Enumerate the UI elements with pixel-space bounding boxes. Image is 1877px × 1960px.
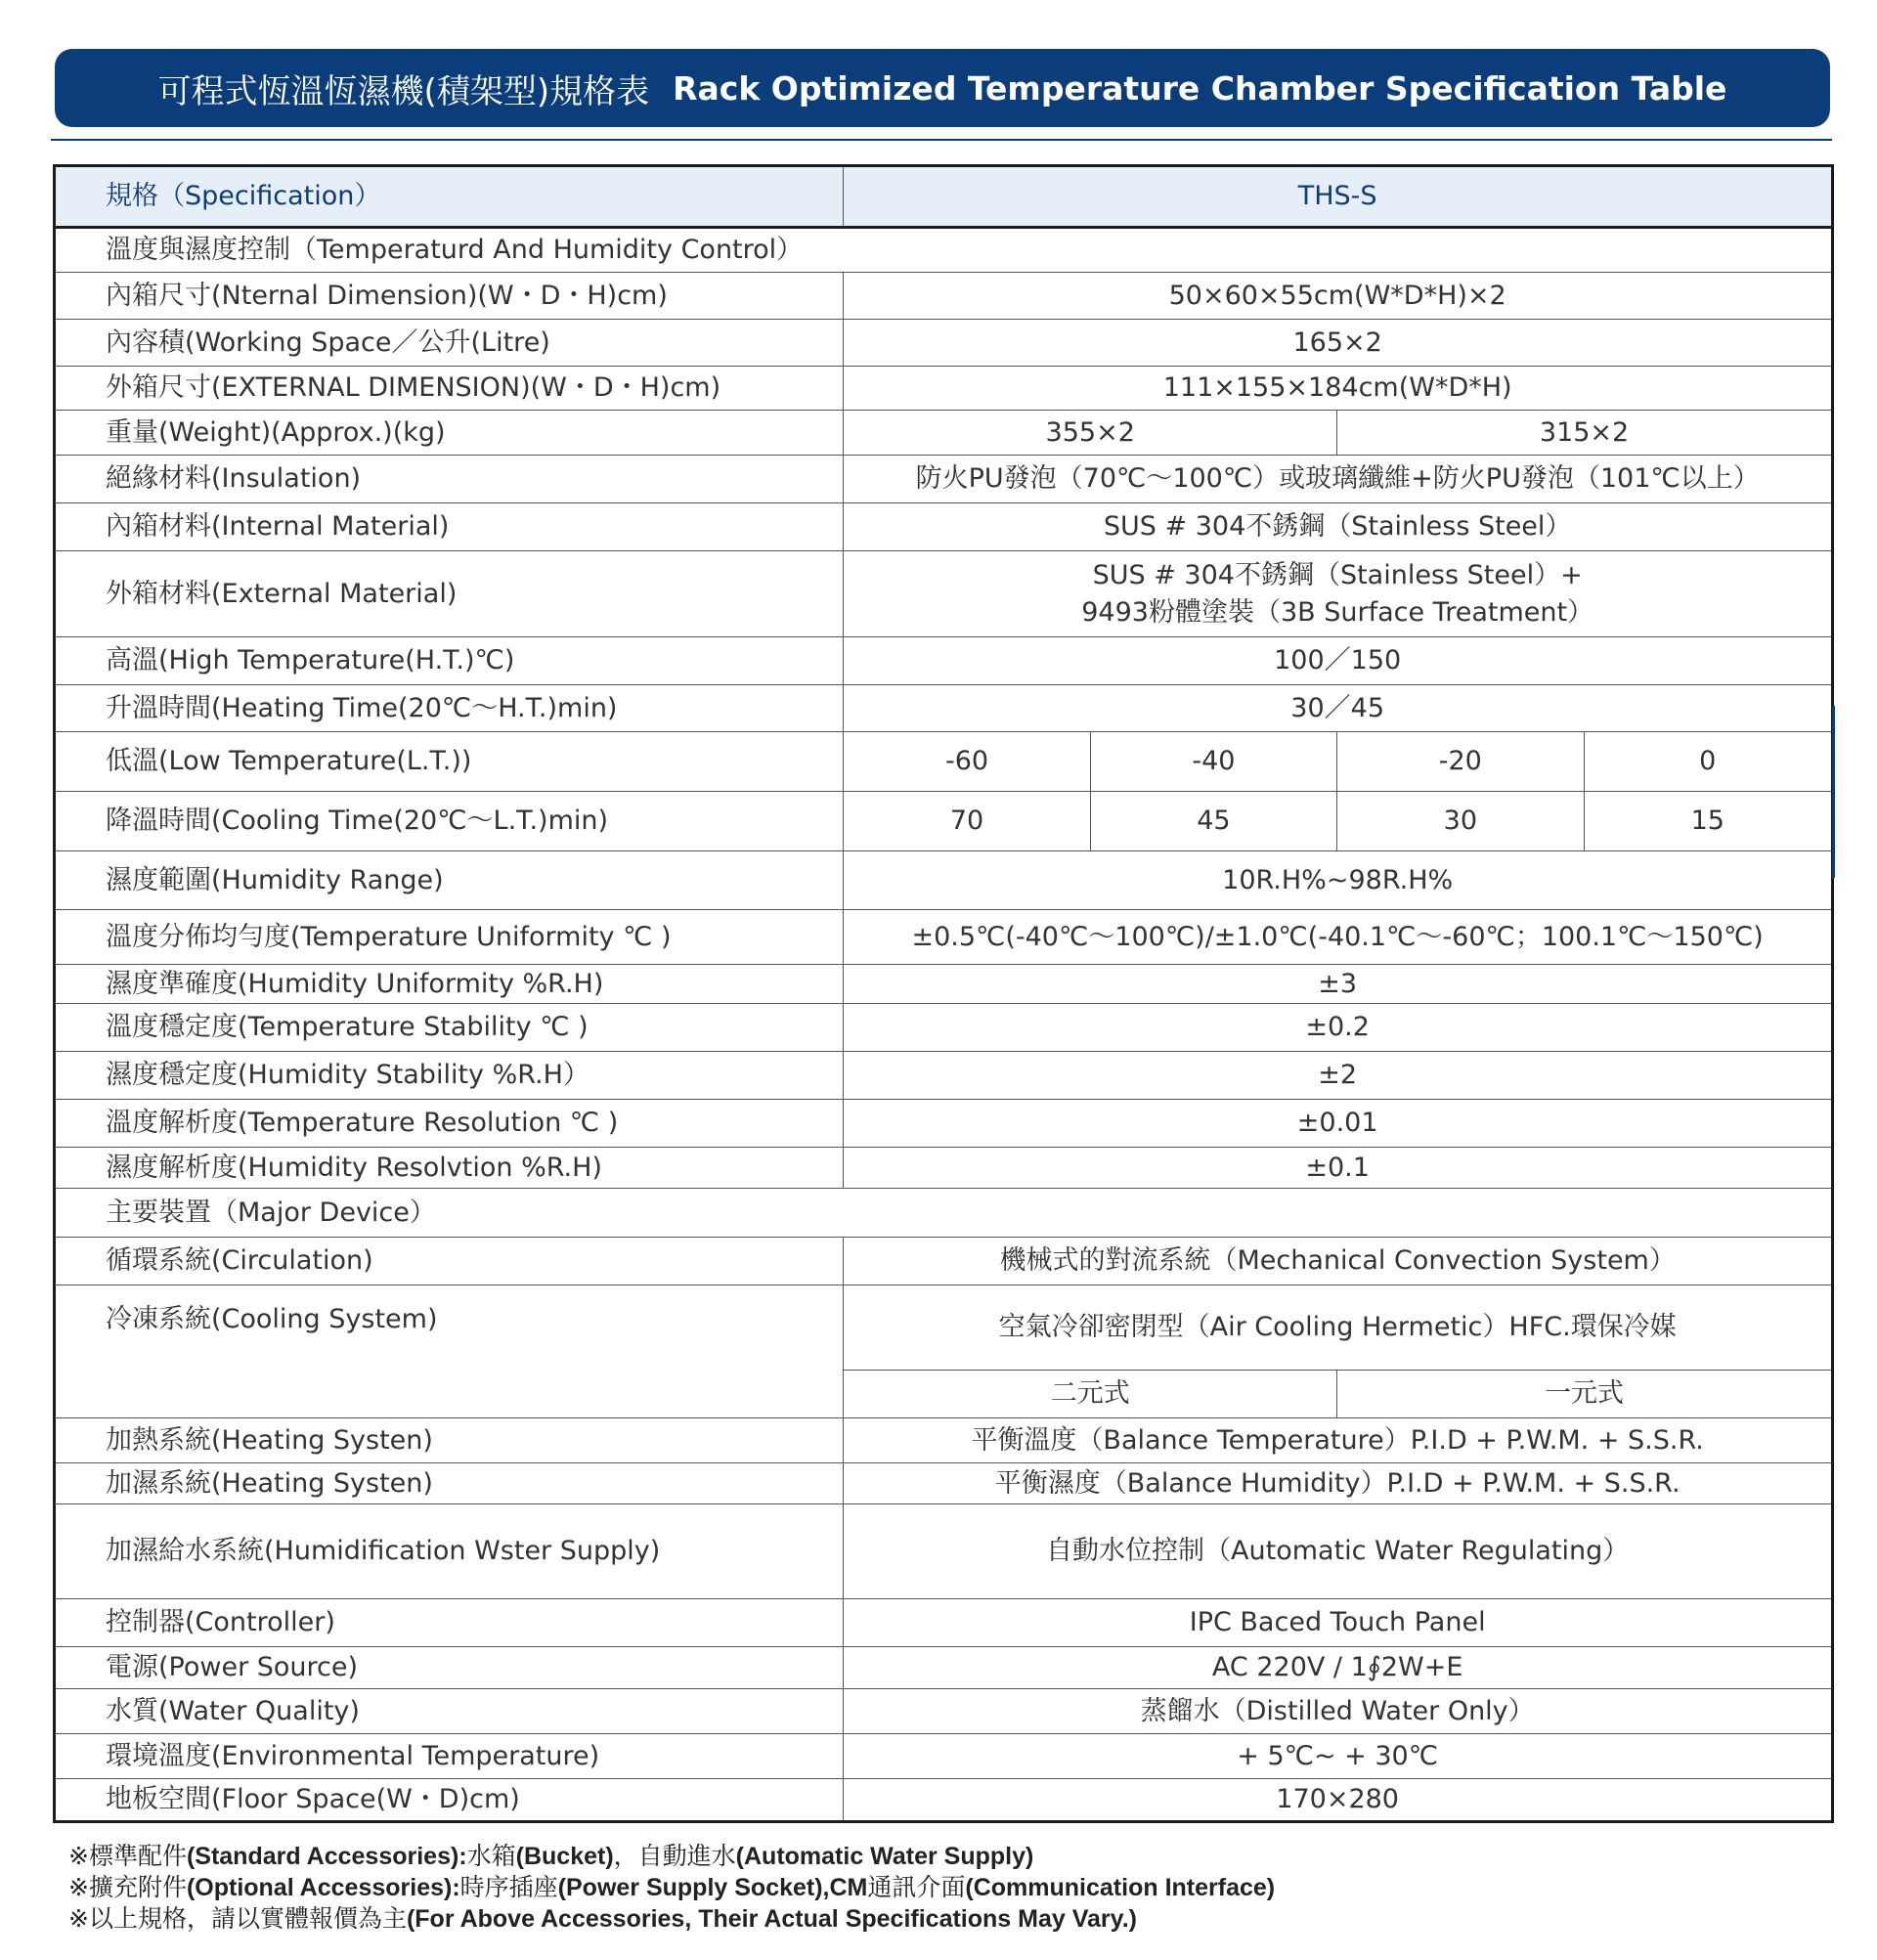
- cooling-time-4: 15: [1584, 792, 1832, 851]
- row-label: 濕度準確度(Humidity Uniformity %R.H): [55, 965, 844, 1004]
- row-value: 10R.H%~98R.H%: [844, 851, 1833, 910]
- table-row: [55, 1004, 1833, 1052]
- row-value: 170×280: [844, 1779, 1833, 1822]
- row-label: 地板空間(Floor Space(W・D)cm): [55, 1779, 844, 1822]
- low-temp-3: -20: [1337, 732, 1584, 792]
- table-row: [55, 551, 1833, 637]
- note-text: (Optional Accessories):: [186, 1874, 460, 1901]
- table-row: [55, 503, 1833, 551]
- cooling-time-2: 45: [1090, 792, 1336, 851]
- footnotes: [68, 1841, 1275, 1935]
- low-temp-4: 0: [1584, 732, 1832, 792]
- row-label: 重量(Weight)(Approx.)(kg): [55, 411, 844, 456]
- row-label: 內箱材料(Internal Material): [55, 503, 844, 551]
- model-name: THS-S: [844, 166, 1833, 228]
- spec-header-label: 規格（Specification）: [55, 166, 844, 228]
- note-text: 時序插座: [459, 1873, 558, 1901]
- row-value: ±2: [844, 1052, 1833, 1100]
- row-value: 111×155×184cm(W*D*H): [844, 367, 1833, 411]
- row-value-line2: 9493粉體塗裝（3B Surface Treatment）: [1081, 596, 1594, 628]
- row-value: 自動水位控制（Automatic Water Regulating）: [844, 1504, 1833, 1599]
- row-label: 加濕系統(Heating Systen): [55, 1463, 844, 1504]
- row-label: 內箱尺寸(Nternal Dimension)(W・D・H)cm): [55, 273, 844, 320]
- note-text: ，自動進水: [613, 1842, 736, 1870]
- table-row: [55, 637, 1833, 685]
- table-row: [55, 792, 1833, 851]
- note-standard-accessories: [68, 1841, 1275, 1872]
- table-row: [55, 1148, 1833, 1189]
- row-label: 溫度穩定度(Temperature Stability ℃ ): [55, 1004, 844, 1052]
- table-header-row: [55, 166, 1833, 228]
- row-label: 低溫(Low Temperature(L.T.)): [55, 732, 844, 792]
- table-row: [55, 1647, 1833, 1689]
- row-value: 防火PU發泡（70℃～100℃）或玻璃纖維+防火PU發泡（101℃以上）: [844, 456, 1833, 503]
- row-value-a: 二元式: [844, 1371, 1337, 1418]
- row-label: 外箱材料(External Material): [55, 551, 844, 637]
- row-value: ±3: [844, 965, 1833, 1004]
- note-text: (Power Supply Socket),CM: [557, 1874, 868, 1901]
- row-value-a: 355×2: [844, 411, 1337, 456]
- row-label: 冷凍系統(Cooling System): [55, 1285, 844, 1418]
- note-disclaimer: [68, 1903, 1275, 1935]
- section-row-control: [55, 228, 1833, 273]
- table-row: [55, 910, 1833, 965]
- note-text: (For Above Accessories, Their Actual Specifications May Vary.): [406, 1905, 1137, 1933]
- row-label: 濕度解析度(Humidity Resolvtion %R.H): [55, 1148, 844, 1189]
- note-text: (Automatic Water Supply): [735, 1843, 1034, 1870]
- row-value: + 5℃~ + 30℃: [844, 1734, 1833, 1779]
- note-optional-accessories: [68, 1872, 1275, 1903]
- note-text: 水箱: [466, 1842, 516, 1870]
- table-row: [55, 1285, 1833, 1371]
- table-row: [55, 1052, 1833, 1100]
- row-value: 機械式的對流系統（Mechanical Convection System）: [844, 1238, 1833, 1285]
- title-banner: [55, 49, 1830, 127]
- table-row: [55, 1504, 1833, 1599]
- cooling-time-1: 70: [844, 792, 1090, 851]
- table-row: [55, 1100, 1833, 1148]
- row-value: ±0.1: [844, 1148, 1833, 1189]
- row-value: 平衡溫度（Balance Temperature）P.I.D + P.W.M. + S.S.R.: [844, 1418, 1833, 1463]
- row-value: ±0.2: [844, 1004, 1833, 1052]
- row-label: 內容積(Working Space／公升(Litre): [55, 320, 844, 367]
- table-row: [55, 1418, 1833, 1463]
- row-value: AC 220V / 1∮2W+E: [844, 1647, 1833, 1689]
- note-text: (Standard Accessories):: [186, 1843, 467, 1870]
- row-label: 濕度範圍(Humidity Range): [55, 851, 844, 910]
- note-text: 通訊介面: [867, 1873, 966, 1901]
- low-temp-2: -40: [1090, 732, 1336, 792]
- note-text: (Bucket): [515, 1843, 614, 1870]
- row-label: 外箱尺寸(EXTERNAL DIMENSION)(W・D・H)cm): [55, 367, 844, 411]
- section-title-device: 主要裝置（Major Device）: [55, 1189, 1833, 1238]
- title-chinese: 可程式恆溫恆濕機(積架型)規格表: [157, 71, 650, 111]
- row-value: 30／45: [844, 685, 1833, 732]
- row-value-b: 315×2: [1337, 411, 1833, 456]
- title-divider: [51, 139, 1832, 141]
- table-row: [55, 1734, 1833, 1779]
- row-value-line1: SUS # 304不銹鋼（Stainless Steel）+: [1092, 559, 1583, 590]
- table-row: [55, 273, 1833, 320]
- note-text: ※標準配件: [68, 1842, 187, 1870]
- table-row: [55, 1689, 1833, 1734]
- title-english: Rack Optimized Temperature Chamber Specification Table: [673, 68, 1727, 108]
- margin-marker: [1832, 706, 1835, 878]
- row-label: 溫度解析度(Temperature Resolution ℃ ): [55, 1100, 844, 1148]
- spec-table: [53, 164, 1834, 1823]
- row-value-b: 一元式: [1337, 1371, 1833, 1418]
- row-label: 循環系統(Circulation): [55, 1238, 844, 1285]
- row-value: 蒸餾水（Distilled Water Only）: [844, 1689, 1833, 1734]
- row-value: 50×60×55cm(W*D*H)×2: [844, 273, 1833, 320]
- row-label: 加熱系統(Heating Systen): [55, 1418, 844, 1463]
- table-row: [55, 1463, 1833, 1504]
- row-value: ±0.01: [844, 1100, 1833, 1148]
- row-value: [844, 551, 1833, 637]
- note-text: ※以上規格，請以實體報價為主: [68, 1904, 407, 1933]
- note-text: (Communication Interface): [965, 1874, 1276, 1901]
- row-label: 濕度穩定度(Humidity Stability %R.H）: [55, 1052, 844, 1100]
- note-text: ※擴充附件: [68, 1873, 187, 1901]
- row-label: 控制器(Controller): [55, 1599, 844, 1647]
- row-label: 溫度分佈均勻度(Temperature Uniformity ℃ ): [55, 910, 844, 965]
- row-value: 平衡濕度（Balance Humidity）P.I.D + P.W.M. + S.S.R.: [844, 1463, 1833, 1504]
- row-value: SUS # 304不銹鋼（Stainless Steel）: [844, 503, 1833, 551]
- row-label: 電源(Power Source): [55, 1647, 844, 1689]
- row-label: 高溫(High Temperature(H.T.)℃): [55, 637, 844, 685]
- table-row: [55, 456, 1833, 503]
- table-row: [55, 851, 1833, 910]
- row-value: IPC Baced Touch Panel: [844, 1599, 1833, 1647]
- row-value: 100／150: [844, 637, 1833, 685]
- cooling-time-3: 30: [1337, 792, 1584, 851]
- row-label: 絕緣材料(Insulation): [55, 456, 844, 503]
- table-row: [55, 1238, 1833, 1285]
- low-temp-1: -60: [844, 732, 1090, 792]
- row-label: 加濕給水系統(Humidification Wster Supply): [55, 1504, 844, 1599]
- table-row: [55, 685, 1833, 732]
- row-value: 空氣冷卻密閉型（Air Cooling Hermetic）HFC.環保冷媒: [844, 1285, 1833, 1371]
- table-row: [55, 411, 1833, 456]
- section-title-control: 溫度與濕度控制（Temperaturd And Humidity Control）: [55, 228, 1833, 273]
- table-row: [55, 320, 1833, 367]
- row-value: ±0.5℃(-40℃～100℃)/±1.0℃(-40.1℃～-60℃；100.1℃～150℃): [844, 910, 1833, 965]
- table-row: [55, 1779, 1833, 1822]
- table-row: [55, 367, 1833, 411]
- table-row: [55, 732, 1833, 792]
- table-row: [55, 965, 1833, 1004]
- row-value: 165×2: [844, 320, 1833, 367]
- section-row-device: [55, 1189, 1833, 1238]
- row-label: 水質(Water Quality): [55, 1689, 844, 1734]
- row-label: 升溫時間(Heating Time(20℃～H.T.)min): [55, 685, 844, 732]
- row-label: 降溫時間(Cooling Time(20℃～L.T.)min): [55, 792, 844, 851]
- row-label: 環境溫度(Environmental Temperature): [55, 1734, 844, 1779]
- table-row: [55, 1599, 1833, 1647]
